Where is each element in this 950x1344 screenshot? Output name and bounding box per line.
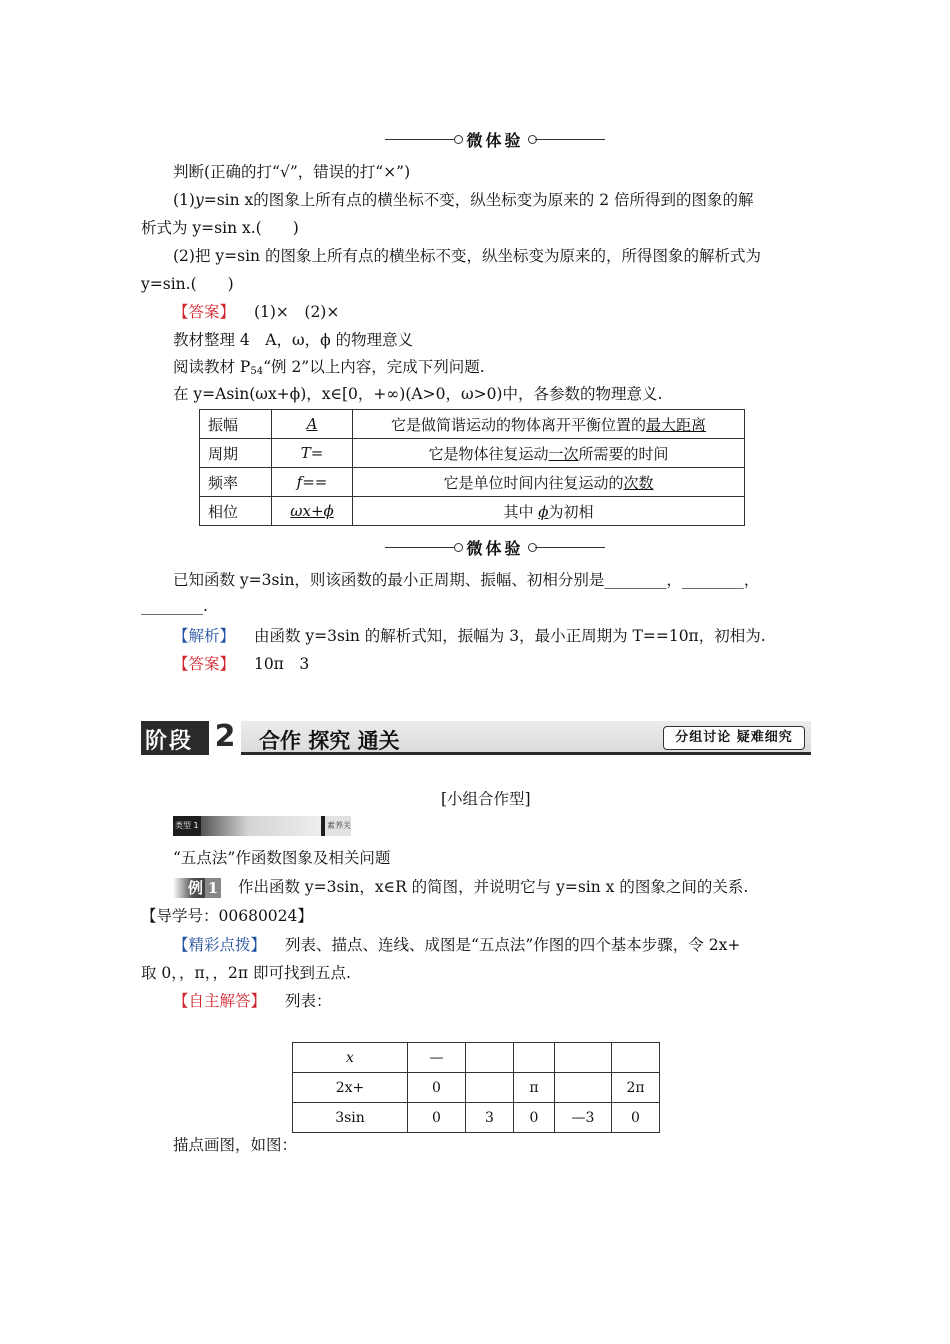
cell-symbol: T= xyxy=(272,439,353,468)
section-header-weitiyan-1 xyxy=(385,128,605,150)
stage-banner xyxy=(141,721,811,755)
table-row xyxy=(200,468,745,497)
cell-desc: 其中 ϕ为初相 xyxy=(353,497,745,526)
answer-text: 10π 3 xyxy=(253,655,310,673)
question-2-line-2: y=sin.( ) xyxy=(141,275,234,293)
q1-y: y xyxy=(194,191,204,209)
textbook-title: 教材整理 4 A，ω，ϕ 的物理意义 xyxy=(173,331,414,349)
type-tag xyxy=(173,816,351,836)
parameter-intro: 在 y=Asin(ωx+ϕ)，x∈[0，+∞)(A>0，ω>0)中，各参数的物理意义. xyxy=(173,385,663,403)
self-text: 列表： xyxy=(284,992,332,1010)
cell-name: 频率 xyxy=(200,468,272,497)
table-row xyxy=(293,1103,660,1133)
cell-name: 振幅 xyxy=(200,410,272,439)
stage-label: 阶段 xyxy=(145,728,194,754)
answer-2 xyxy=(173,652,309,674)
table-cell xyxy=(555,1043,612,1073)
table-cell: x xyxy=(293,1043,408,1073)
question-1-line-2: 析式为 y=sin x.( ) xyxy=(141,219,299,237)
table-row xyxy=(200,497,745,526)
five-point-table xyxy=(292,1042,660,1133)
cell-symbol: f== xyxy=(272,468,353,497)
table-cell: 2x+ xyxy=(293,1073,408,1103)
reading-instruction: 阅读教材 P54“例 2”以上内容，完成下列问题. xyxy=(173,358,485,377)
analysis-text: 由函数 y=3sin 的解析式知，振幅为 3，最小正周期为 T==10π，初相为. xyxy=(253,627,766,645)
table-row xyxy=(293,1043,660,1073)
question-1-line-1 xyxy=(173,188,754,210)
answer-1 xyxy=(173,300,339,322)
table-cell: π xyxy=(514,1073,555,1103)
header-text: 微体验 xyxy=(466,539,524,558)
self-answer xyxy=(173,989,331,1011)
table-row xyxy=(200,410,745,439)
cell-name: 相位 xyxy=(200,497,272,526)
question-2-line-1: (2)把 y=sin 的图象上所有点的横坐标不变，纵坐标变为原来的，所得图象的解析式为 xyxy=(173,247,761,265)
answer-label: 【答案】 xyxy=(173,303,236,321)
table-cell: 0 xyxy=(408,1103,466,1133)
table-row xyxy=(293,1073,660,1103)
table-cell: —3 xyxy=(555,1103,612,1133)
stage-number: 2 xyxy=(209,719,241,755)
section-header-weitiyan-2 xyxy=(385,536,605,558)
table-cell xyxy=(555,1073,612,1103)
q1-text: =sin x的图象上所有点的横坐标不变，纵坐标变为原来的 2 倍所得到的图象的解 xyxy=(203,191,754,209)
cell-symbol: ωx+ϕ xyxy=(272,497,353,526)
answer-text: (1)× (2)× xyxy=(253,303,340,321)
table-cell xyxy=(514,1043,555,1073)
table-cell: 2π xyxy=(612,1073,660,1103)
table-cell xyxy=(466,1043,514,1073)
tip-label: 【精彩点拨】 xyxy=(173,936,267,954)
topic-title: “五点法”作函数图象及相关问题 xyxy=(173,849,391,867)
type-tag-right: 素养关 xyxy=(327,821,351,830)
table-cell: 0 xyxy=(514,1103,555,1133)
cell-desc: 它是单位时间内往复运动的次数 xyxy=(353,468,745,497)
guide-number: 【导学号：00680024】 xyxy=(141,907,313,925)
cell-desc: 它是物体往复运动一次所需要的时间 xyxy=(353,439,745,468)
cell-symbol: A xyxy=(272,410,353,439)
tip-text-2: 取 0，，π，，2π 即可找到五点. xyxy=(141,964,351,982)
stage-title: 合作 探究 通关 xyxy=(259,728,400,753)
table-cell: — xyxy=(408,1043,466,1073)
tip xyxy=(173,933,740,955)
analysis xyxy=(173,624,766,646)
stage-subtitle-badge: 分组讨论 疑难细究 xyxy=(663,726,805,750)
example-badge: 例 1 xyxy=(173,878,221,898)
closing-text: 描点画图，如图： xyxy=(173,1136,298,1154)
type-tag-label: 类型 1 xyxy=(175,821,199,830)
example-1 xyxy=(173,875,748,898)
header-text: 微体验 xyxy=(466,131,524,150)
table-cell: 0 xyxy=(408,1073,466,1103)
self-label: 【自主解答】 xyxy=(173,992,267,1010)
exercise-question-line-1: 已知函数 y=3sin，则该函数的最小正周期、振幅、初相分别是________，________， xyxy=(173,571,760,589)
table-cell xyxy=(612,1043,660,1073)
q1-number: (1) xyxy=(173,191,195,209)
cell-name: 周期 xyxy=(200,439,272,468)
table-cell: 3 xyxy=(466,1103,514,1133)
cell-desc: 它是做简谐运动的物体离开平衡位置的最大距离 xyxy=(353,410,745,439)
parameter-meaning-table xyxy=(199,409,745,526)
example-text: 作出函数 y=3sin，x∈R 的简图，并说明它与 y=sin x 的图象之间的关系. xyxy=(237,878,749,896)
group-label: [小组合作型] xyxy=(441,790,531,808)
table-row xyxy=(200,439,745,468)
table-cell xyxy=(466,1073,514,1103)
tip-text-1: 列表、描点、连线、成图是“五点法”作图的四个基本步骤，令 2x+ xyxy=(284,936,741,954)
exercise-question-line-2: ________. xyxy=(141,597,208,615)
answer-label: 【答案】 xyxy=(173,655,236,673)
table-cell: 0 xyxy=(612,1103,660,1133)
analysis-label: 【解析】 xyxy=(173,627,236,645)
judge-intro: 判断(正确的打“√”，错误的打“×”) xyxy=(173,163,411,181)
table-cell: 3sin xyxy=(293,1103,408,1133)
